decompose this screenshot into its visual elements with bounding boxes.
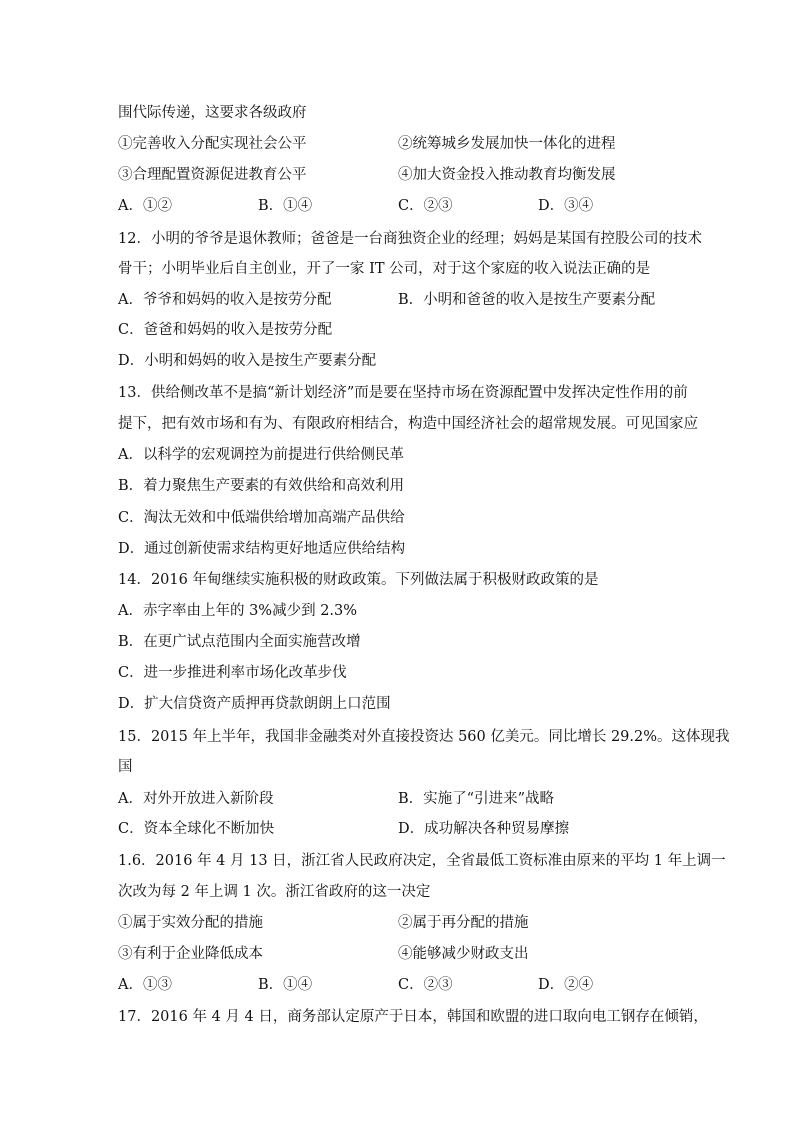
q16-answer-d: D．②④ [538,977,594,993]
q12-stem-line2: 骨干；小明毕业后自主创业，开了一家 IT 公司，对于这个家庭的收入说法正确的是 [118,261,651,277]
q15-answer-c: C．资本全球化不断加快 [118,821,275,837]
q13-stem-line2: 提下，把有效市场和有为、有限政府相结合，构造中国经济社会的超常规发展。可见国家应 [118,416,698,432]
q13-stem-line1: 13．供给侧改革不是搞“新计划经济”而是要在坚持市场在资源配置中发挥决定性作用的前 [118,385,688,401]
q14-answer-d: D．扩大信贷资产质押再贷款朗朗上口范围 [118,696,391,712]
q15-answer-b: B．实施了“引进来”战略 [398,791,554,807]
q16-answer-b: B．①④ [258,977,313,993]
q12-answer-c: C．爸爸和妈妈的收入是按劳分配 [118,322,333,338]
q11-answer-c: C．②③ [398,198,453,214]
q16-answer-c: C．②③ [398,977,453,993]
q12-answer-d: D．小明和妈妈的收入是按生产要素分配 [118,353,377,369]
q11-option-1: ①完善收入分配实现社会公平 [118,136,307,152]
q15-stem-line2: 国 [118,759,133,775]
q17-stem-line1: 17．2016 年 4 月 4 日，商务部认定原产于日本，韩国和欧盟的进口取向电工钢存在倾销， [118,1009,708,1025]
q16-option-4: ④能够减少财政支出 [398,946,529,962]
q16-stem-line1: 1.6．2016 年 4 月 13 日，浙江省人民政府决定，全省最低工资标准由原来的平均 1 年上调一 [118,853,726,869]
q13-answer-a: A．以科学的宏观调控为前提进行供给侧民革 [118,447,404,463]
q11-option-2: ②统筹城乡发展加快一体化的进程 [398,136,616,152]
q15-stem-line1: 15．2015 年上半年，我国非金融类对外直接投资达 560 亿美元。同比增长 29.2%。这体现我 [118,729,730,745]
q16-answers [0,974,794,996]
q16-stem-line2: 次改为每 2 年上调 1 次。浙江省政府的这一决定 [118,884,431,900]
q11-option-4: ④加大资金投入推动教育均衡发展 [398,167,616,183]
q12-answer-b: B．小明和爸爸的收入是按生产要素分配 [398,292,656,308]
q14-answer-b: B．在更广试点范围内全面实施营改增 [118,634,361,650]
q14-answer-c: C．进一步推进利率市场化改革步伐 [118,665,347,681]
q11-answer-b: B．①④ [258,198,313,214]
q16-answer-a: A．①③ [118,977,172,993]
q14-stem: 14．2016 年甸继续实施积极的财政政策。下列做法属于积极财政政策的是 [118,572,599,588]
q12-stem-line1: 12．小明的爷爷是退休教师；爸爸是一台商独资企业的经理；妈妈是某国有控股公司的技术 [118,231,702,247]
q16-option-3: ③有利于企业降低成本 [118,946,263,962]
q11-option-3: ③合理配置资源促进教育公平 [118,167,307,183]
q13-answer-d: D．通过创新使需求结构更好地适应供给结构 [118,541,406,557]
q16-option-2: ②属于再分配的措施 [398,915,529,931]
q11-answer-a: A．①② [118,198,172,214]
q15-answer-d: D．成功解决各种贸易摩擦 [398,821,570,837]
q15-answer-a: A．对外开放进入新阶段 [118,791,274,807]
q13-answer-b: B．着力聚焦生产要素的有效供给和高效利用 [118,478,405,494]
q11-answers [0,195,794,217]
q11-answer-d: D．③④ [538,198,594,214]
q14-answer-a: A．赤字率由上年的 3%减少到 2.3% [118,603,358,619]
q13-answer-c: C．淘汰无效和中低端供给增加高端产品供给 [118,510,405,526]
q16-option-1: ①属于实效分配的措施 [118,915,263,931]
text-line: 围代际传递，这要求各级政府 [118,105,307,121]
q12-answer-a: A．爷爷和妈妈的收入是按劳分配 [118,292,332,308]
